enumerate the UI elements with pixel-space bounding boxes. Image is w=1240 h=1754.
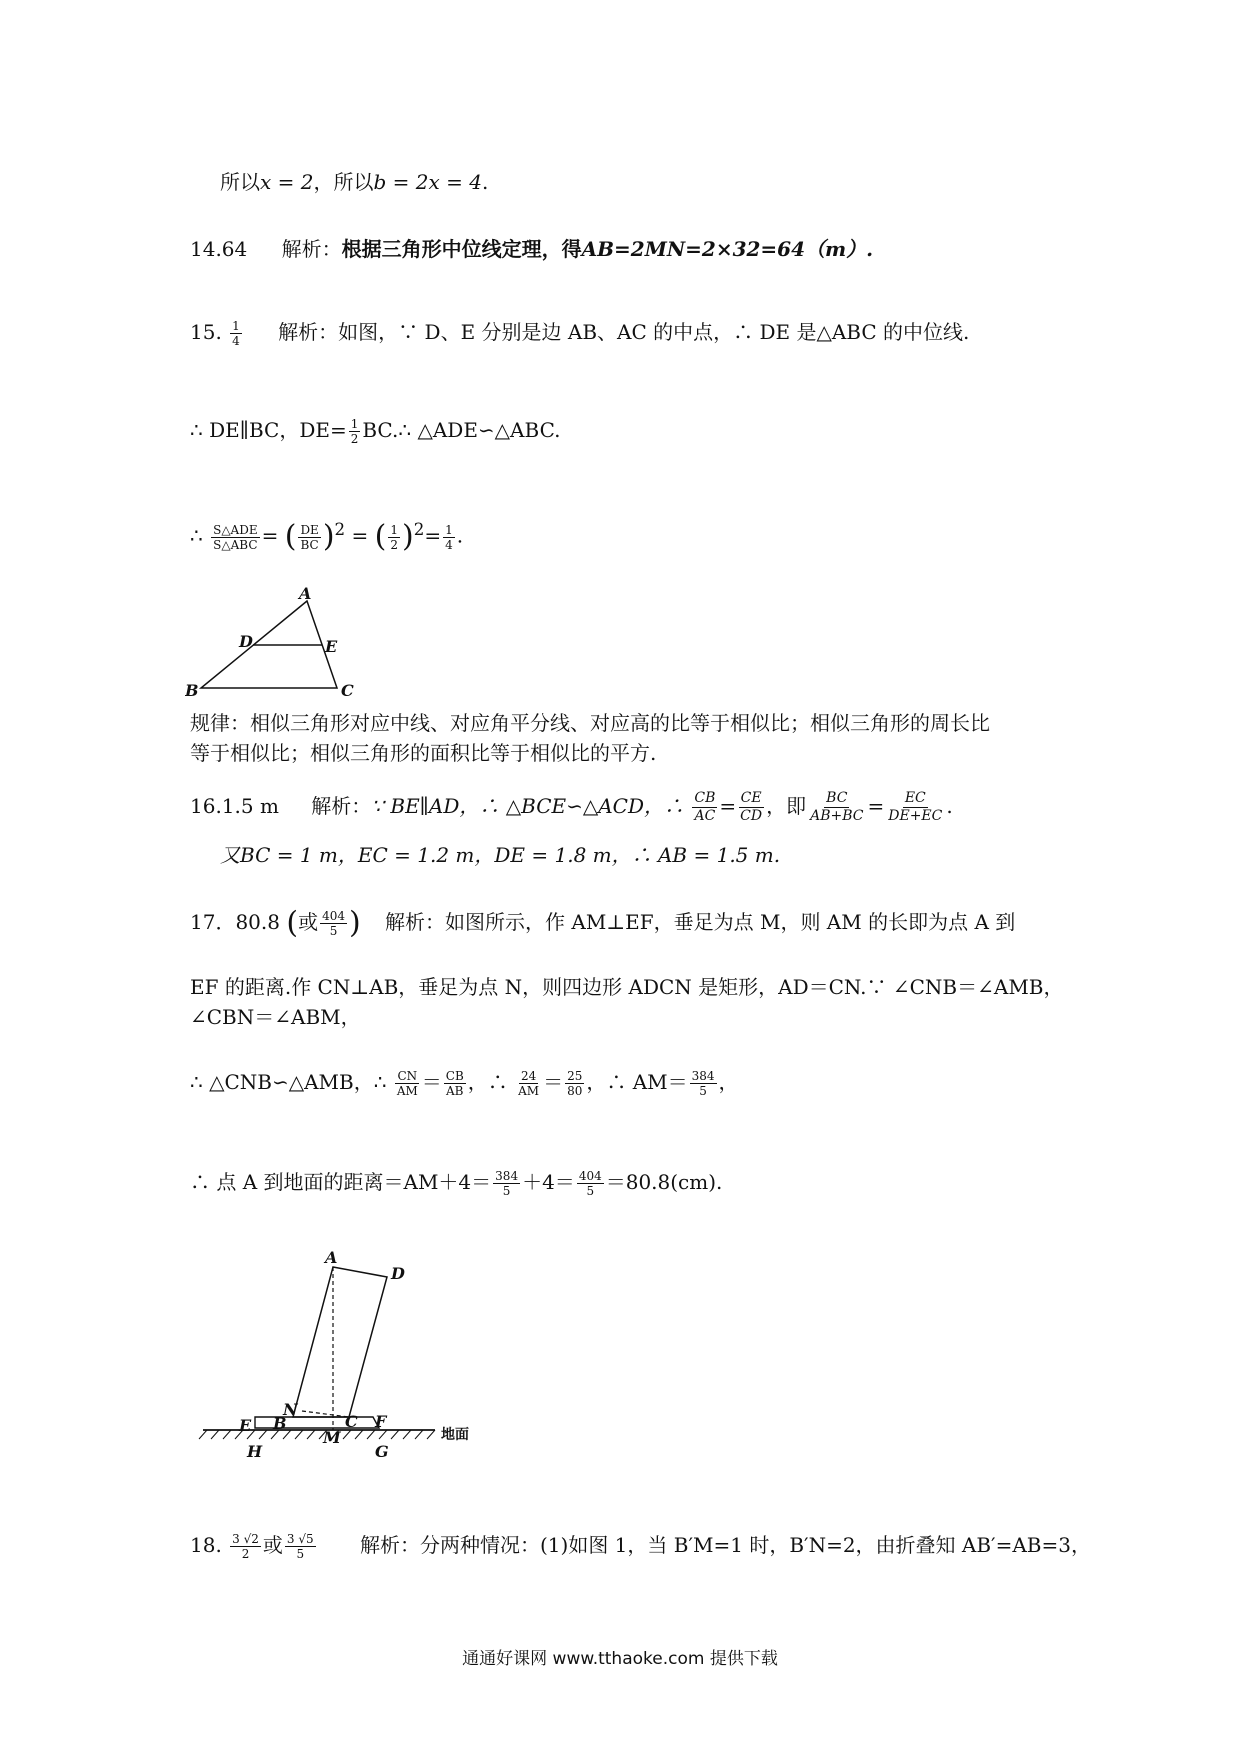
question-number: 18. (190, 1533, 222, 1557)
fraction (886, 790, 944, 825)
denominator: 5 (586, 1184, 595, 1198)
line-conclusion (220, 167, 488, 197)
or-text: 或 (262, 1533, 283, 1557)
numerator: CB (694, 790, 716, 806)
numerator: 1 (350, 417, 359, 431)
question-number: 17．80.8 (190, 910, 280, 934)
numerator: S△ADE (213, 522, 258, 537)
or-text: 或 (298, 910, 319, 934)
numerator: 25 (567, 1069, 583, 1083)
label-d: D (391, 1264, 405, 1283)
analysis-label: 解析： (311, 794, 372, 818)
math: b = 2x = 4 (373, 170, 482, 194)
text: ＝80.8(cm). (605, 1170, 723, 1194)
denominator: 5 (296, 1547, 305, 1561)
analysis-text: ∵ BE∥AD，∴ △BCE∽△ACD，∴ (371, 794, 685, 818)
fraction (388, 523, 400, 552)
question-number: 15. (190, 320, 222, 344)
denominator: 5 (329, 924, 338, 938)
q15-line2 (190, 415, 561, 446)
numerator: 404 (578, 1169, 602, 1183)
fraction (298, 523, 320, 552)
numerator: 3 √5 (286, 1532, 314, 1546)
denominator: 4 (445, 537, 453, 552)
label-f: F (375, 1412, 387, 1431)
text: 所以 (220, 170, 260, 194)
page-footer: 通通好课网 www.tthaoke.com 提供下载 (462, 1649, 778, 1669)
paren-close: ) (322, 519, 335, 555)
question-number: 16.1.5 m (190, 794, 279, 818)
denominator: AC (694, 808, 716, 824)
equals: = (261, 523, 279, 548)
fraction (230, 1532, 261, 1561)
math: x = 2 (260, 170, 314, 194)
numerator: CB (445, 1069, 464, 1083)
question-14 (190, 234, 873, 264)
denominator: AB (446, 1084, 464, 1098)
board-quad (293, 1267, 387, 1417)
paren-close: ) (402, 519, 414, 555)
fraction (285, 1532, 316, 1561)
exponent: 2 (334, 520, 346, 539)
numerator: 384 (495, 1169, 519, 1183)
question-17 (190, 905, 1016, 941)
numerator: 1 (232, 319, 240, 333)
q17-line5 (190, 1167, 722, 1198)
equals: = (351, 523, 369, 548)
paren-close: ) (348, 905, 361, 941)
label-g: G (375, 1442, 389, 1461)
text: ∴ △CNB∽△AMB，∴ (190, 1070, 387, 1094)
fraction (493, 1169, 520, 1198)
numerator: CN (397, 1069, 418, 1083)
denominator: 4 (232, 334, 240, 348)
question-15 (190, 317, 969, 348)
analysis-text: 解析：分两种情况：(1)如图 1，当 B′M=1 时，B′N=2，由折叠知 AB′=AB=3， (360, 1533, 1091, 1557)
q15-line3 (190, 515, 464, 555)
numerator: 24 (520, 1069, 537, 1083)
label-n: N (283, 1400, 298, 1419)
question-number: 14.64 (190, 237, 248, 261)
equals: ＝ (421, 1070, 442, 1094)
label-h: H (247, 1442, 263, 1461)
fraction (577, 1169, 604, 1198)
label-a: A (299, 585, 312, 603)
text: ，∴ AM＝ (586, 1070, 688, 1094)
analysis-label: 解析： (278, 320, 339, 344)
denominator: 5 (502, 1184, 511, 1198)
label-c: C (341, 681, 354, 700)
label-b: B (185, 681, 199, 700)
exponent: 2 (413, 520, 425, 539)
question-16 (190, 790, 953, 825)
text: ， (718, 1070, 739, 1094)
denominator: AM (396, 1084, 418, 1098)
numerator: DE (300, 522, 319, 537)
numerator: 384 (691, 1069, 715, 1083)
therefore-symbol: ∴ (190, 523, 203, 548)
triangle-figure (185, 585, 365, 700)
period: . (456, 523, 464, 548)
perpendicular-cn (302, 1411, 349, 1417)
denominator: 2 (390, 537, 398, 552)
label-c: C (345, 1412, 358, 1431)
numerator: 1 (390, 522, 398, 537)
equals: ＝ (543, 1070, 564, 1094)
numerator: CE (740, 790, 762, 806)
question-18 (190, 1530, 1091, 1561)
paren-open: ( (284, 519, 297, 555)
label-e: E (239, 1416, 252, 1435)
fraction (738, 790, 764, 825)
equals: = (719, 794, 737, 818)
denominator: 80 (567, 1084, 583, 1098)
analysis-text: 根据三角形中位线定理，得 (341, 237, 582, 261)
numerator: 3 √2 (232, 1532, 259, 1546)
fraction (320, 909, 347, 938)
text: ，∴ (467, 1070, 508, 1094)
fraction (808, 790, 865, 825)
label-e: E (325, 637, 338, 656)
area-ratio (211, 523, 260, 552)
equals: = (867, 794, 885, 818)
numerator: EC (904, 790, 926, 806)
paren-open: ( (286, 905, 299, 941)
fraction (692, 790, 717, 825)
label-d: D (239, 632, 253, 651)
denominator: AB+BC (810, 808, 864, 824)
denominator: 2 (241, 1547, 250, 1561)
label-a: A (325, 1248, 338, 1267)
denominator: 2 (350, 432, 359, 446)
analysis-label: 解析： (281, 237, 342, 261)
period: . (946, 794, 953, 818)
numerator: 1 (445, 522, 453, 537)
answer-fraction (230, 319, 242, 348)
denominator: S△ABC (213, 537, 258, 552)
text: BC.∴ △ADE∽△ABC. (362, 418, 561, 442)
equals: = (424, 523, 442, 548)
paren-open: ( (374, 519, 387, 555)
analysis-text: 如图，∵ D、E 分别是边 AB、AC 的中点，∴ DE 是△ABC 的中位线. (338, 320, 970, 344)
text: ∴ 点 A 到地面的距离＝AM＋4＝ (190, 1170, 492, 1194)
numerator: BC (826, 790, 848, 806)
label-m: M (323, 1428, 341, 1447)
fraction (443, 523, 455, 552)
q17-line4 (190, 1067, 739, 1098)
denominator: BC (300, 537, 319, 552)
text: ，所以 (313, 170, 374, 194)
q17-line3: ∠CBN＝∠ABM， (190, 1005, 361, 1029)
ground-hatching (199, 1430, 435, 1439)
numerator: 404 (322, 909, 345, 923)
fraction (565, 1069, 584, 1098)
rule-line2: 等于相似比；相似三角形的面积比等于相似比的平方. (190, 741, 657, 765)
fraction (516, 1069, 541, 1098)
q17-line2: EF 的距离.作 CN⊥AB，垂足为点 N，则四边形 ADCN 是矩形，AD＝CN.∵ ∠CNB＝∠AMB， (190, 975, 1064, 999)
rule-line1: 规律：相似三角形对应中线、对应角平分线、对应高的比等于相似比；相似三角形的周长比 (190, 711, 990, 735)
fraction (349, 417, 361, 446)
denominator: CD (740, 808, 763, 824)
text: ＋4＝ (522, 1170, 575, 1194)
board-figure (195, 1245, 485, 1485)
q16-line2: 又BC = 1 m，EC = 1.2 m，DE = 1.8 m，∴ AB = 1.5 m. (220, 843, 781, 867)
text: . (481, 170, 489, 194)
denominator: DE+EC (888, 808, 943, 824)
fraction (690, 1069, 717, 1098)
text: ，即 (766, 794, 807, 818)
denominator: AM (518, 1084, 540, 1098)
fraction (444, 1069, 466, 1098)
formula: AB=2MN=2×32=64（m）. (581, 237, 874, 261)
fraction (395, 1069, 420, 1098)
analysis-text: 解析：如图所示，作 AM⊥EF，垂足为点 M，则 AM 的长即为点 A 到 (385, 910, 1016, 934)
denominator: 5 (699, 1084, 707, 1098)
text: ∴ DE∥BC，DE= (190, 418, 347, 442)
ground-label: 地面 (441, 1427, 469, 1443)
label-b: B (273, 1414, 287, 1433)
